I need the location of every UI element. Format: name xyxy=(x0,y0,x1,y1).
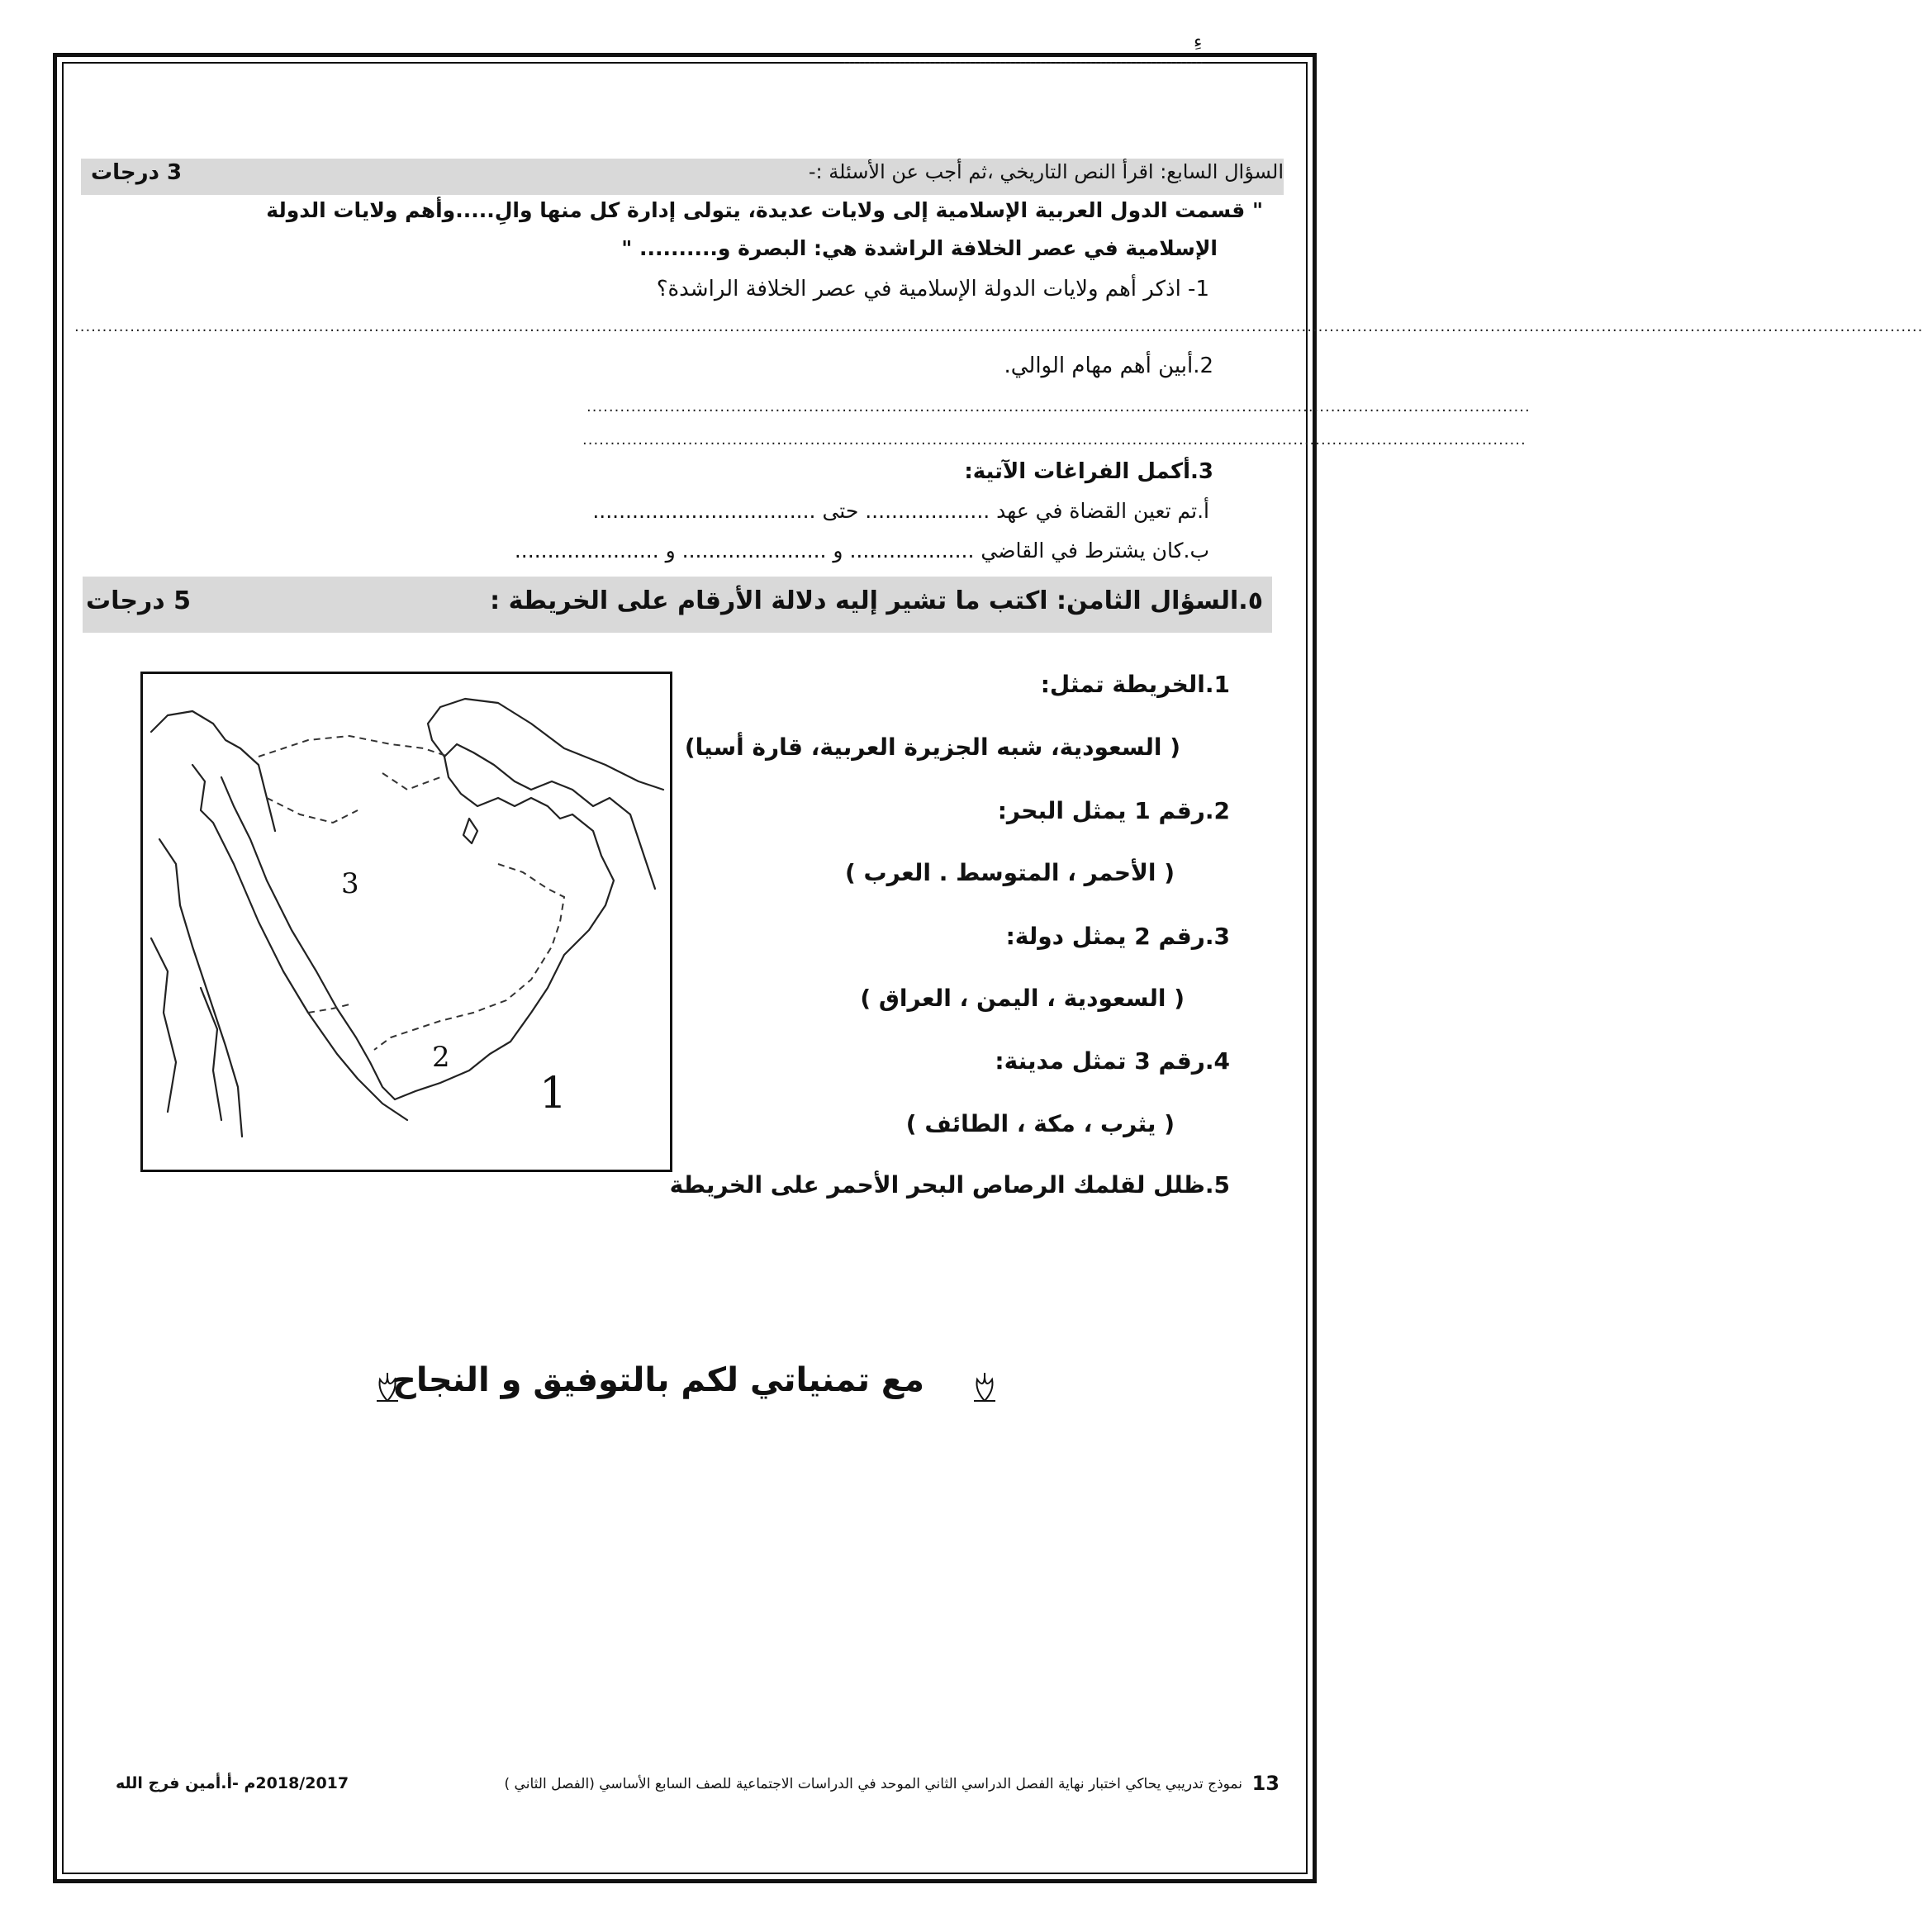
map-border-south xyxy=(374,864,564,1050)
arabian-peninsula-map xyxy=(140,672,672,1172)
map-river-west xyxy=(151,938,176,1112)
flourish-ornament-left xyxy=(373,1369,401,1403)
map-coast-levant xyxy=(151,711,275,831)
flourish-ornament-right xyxy=(971,1369,999,1403)
q8-item2: 2.رقم 1 يمثل البحر: xyxy=(997,797,1230,824)
q7-item2-answer-line2: .......................................................................................................................................................................... xyxy=(582,431,1527,449)
q8-item3: 3.رقم 2 يمثل دولة: xyxy=(1005,923,1230,950)
q7-item3b: ب.كان يشترط في القاضي ................... و ...................... و ...................... xyxy=(514,539,1209,563)
map-border-iraq xyxy=(382,773,440,790)
q7-item3a: أ.تم تعين القضاة في عهد ................... حتى .................................. xyxy=(592,499,1209,523)
map-qatar xyxy=(463,819,477,843)
map-border-north xyxy=(259,736,449,757)
map-coast-iran xyxy=(428,699,663,790)
footer-page-number: 13 xyxy=(1251,1772,1280,1795)
map-border-jordan xyxy=(267,798,358,823)
map-label-2: 2 xyxy=(432,1041,450,1074)
q8-item5: 5.ظلل لقلمك الرصاص البحر الأحمر على الخريطة xyxy=(669,1171,1230,1199)
q7-item1: 1- اذكر أهم ولايات الدولة الإسلامية في عصر الخلافة الراشدة؟ xyxy=(656,277,1209,301)
q8-item3-options: ( السعودية ، اليمن ، العراق ) xyxy=(860,985,1185,1012)
map-drawing xyxy=(143,674,670,1170)
closing-message: مع تمنياتي لكم بالتوفيق و النجاح xyxy=(392,1361,924,1399)
top-mark: ءِ xyxy=(1194,31,1203,52)
map-coast-red-sea-east xyxy=(221,777,395,1099)
map-border-yemen xyxy=(308,1004,349,1013)
map-coast-south xyxy=(395,814,614,1099)
q7-item2: 2.أبين أهم مهام الوالي. xyxy=(1004,354,1213,378)
q8-item1: 1.الخريطة تمثل: xyxy=(1040,671,1230,698)
q7-item1-answer-line: ............................................................................................................................................................................................................................................................................................................................................. xyxy=(74,318,1923,335)
top-dots: ........................................................................ xyxy=(843,51,1205,67)
q7-title: السؤال السابع: اقرأ النص التاريخي ،ثم أجب عن الأسئلة :- xyxy=(808,160,1284,183)
q8-marks: 5 درجات xyxy=(86,586,192,615)
q8-title: ٥.السؤال الثامن: اكتب ما تشير إليه دلالة الأرقام على الخريطة : xyxy=(490,586,1263,615)
q7-passage-line1: " قسمت الدول العربية الإسلامية إلى ولايات عديدة، يتولى إدارة كل منها والِ.....وأهم ولايات الدولة xyxy=(266,198,1263,222)
q8-item1-options: ( السعودية، شبه الجزيرة العربية، قارة أسيا) xyxy=(684,733,1180,761)
map-river-branch xyxy=(201,988,221,1120)
q7-passage-line2: الإسلامية في عصر الخلافة الراشدة هي: البصرة و.......... " xyxy=(621,236,1218,260)
footer-text: نموذج تدريبي يحاكي اختبار نهاية الفصل الدراسي الثاني الموحد في الدراسات الاجتماعية للصف السابع الأساسي (الفصل الثاني ) xyxy=(504,1776,1242,1792)
q8-item4: 4.رقم 3 تمثل مدينة: xyxy=(995,1047,1230,1075)
map-label-1: 1 xyxy=(539,1069,567,1118)
q7-item2-answer-line1: .......................................................................................................................................................................... xyxy=(586,398,1531,415)
map-coast-gulf xyxy=(444,744,655,889)
map-label-3: 3 xyxy=(341,867,359,900)
q8-item2-options: ( الأحمر ، المتوسط . العرب ) xyxy=(844,859,1175,886)
q7-marks: 3 درجات xyxy=(91,160,183,185)
footer-year-author: 2018/2017م -أ.أمين فرج الله xyxy=(116,1774,349,1792)
q8-item4-options: ( يثرب ، مكة ، الطائف ) xyxy=(905,1110,1175,1137)
q7-item3: 3.أكمل الفراغات الآتية: xyxy=(964,459,1213,484)
